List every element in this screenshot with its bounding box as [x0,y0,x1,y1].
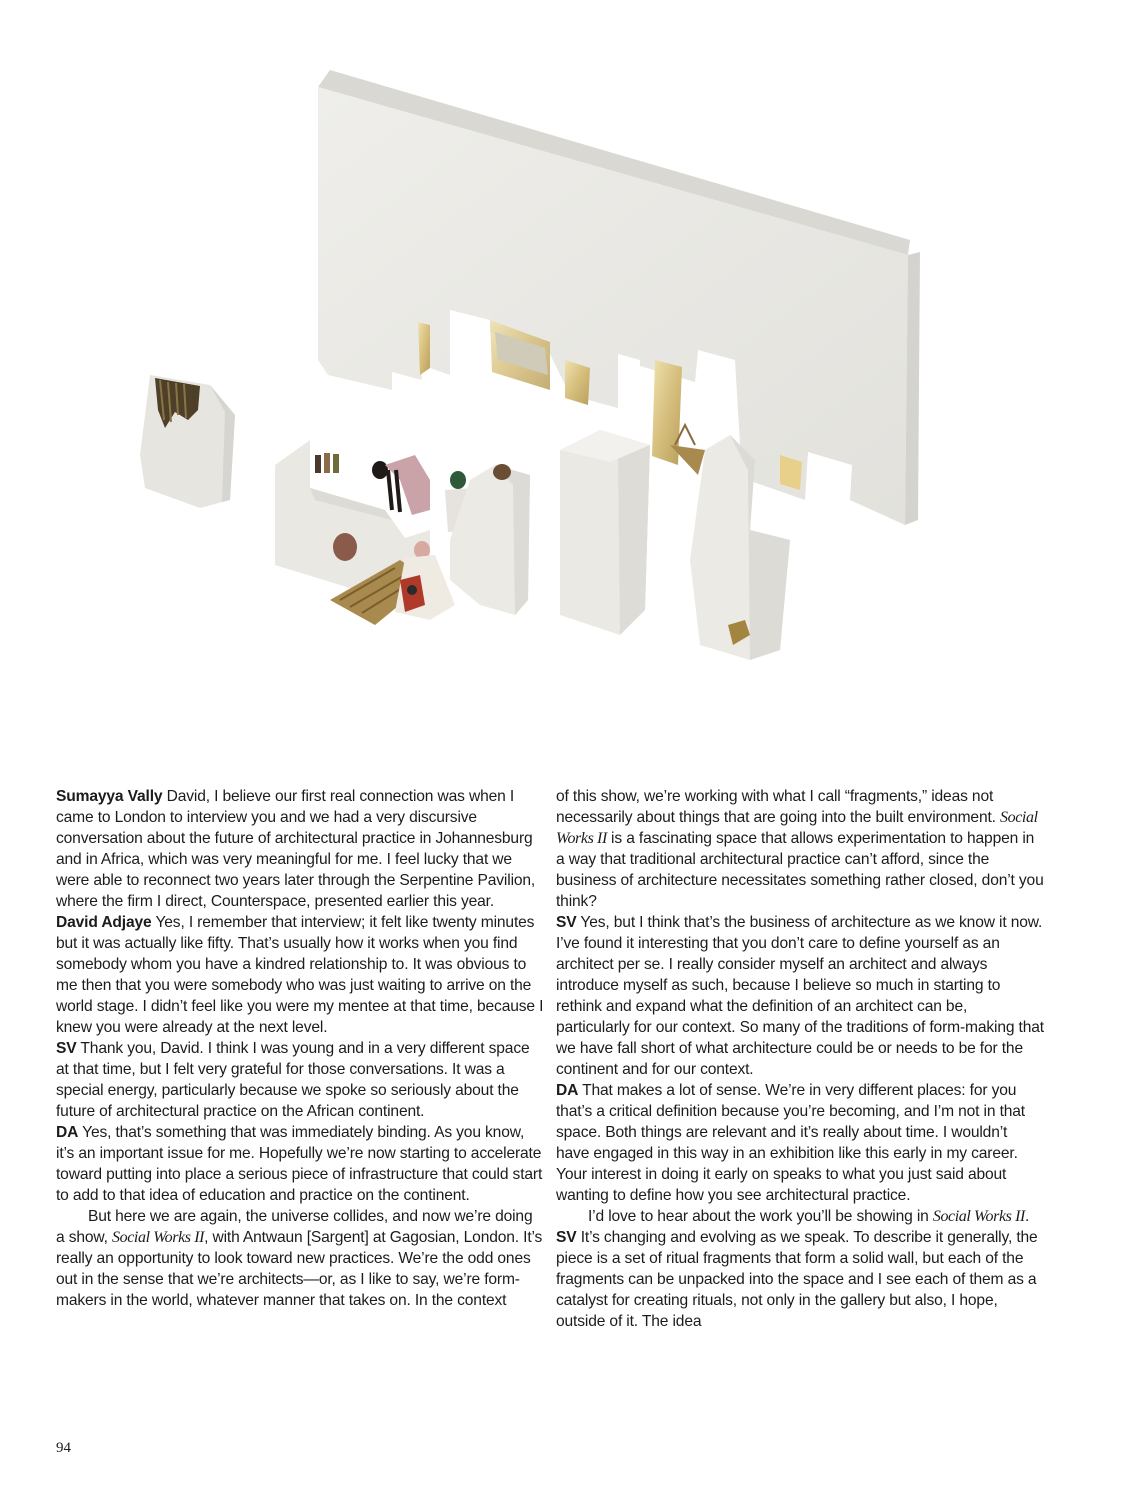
speaker-name: SV [556,1229,577,1246]
paragraph-text: Yes, but I think that’s the business of architecture as we know it now. I’ve found it interesting that you don’t care to define yourself as an architect per se. I really consider myself an architect and always introduce myself as such, because I believe so much in starting to rethink and expand what the definition of an architect can be, particularly for our context. So many of the traditions of form-making that we have fall short of what architecture could be or needs to be for the continent and for our context. [556,914,1044,1078]
bottle-icon [333,454,339,473]
interview-column-left [56,786,544,1311]
isometric-wall-fragments-illustration [130,60,930,660]
speaker-name: SV [556,914,577,931]
interview-paragraph [56,1122,544,1206]
exhibition-title: Social Works II [932,1208,1025,1225]
speaker-name: Sumayya Vally [56,788,163,805]
paragraph-text: . [1024,1208,1030,1225]
interview-paragraph [556,1080,1044,1206]
speaker-name: DA [56,1124,79,1141]
speaker-name: DA [556,1082,579,1099]
interview-paragraph [556,1206,1044,1227]
paragraph-text: It’s changing and evolving as we speak. To describe it generally, the piece is a set of ritual fragments that form a solid wall, but each of the fragments can be unpacked into the space and I see each of them as a catalyst for creating rituals, not only in the gallery but also, I hope, outside of it. The idea [556,1229,1038,1330]
paragraph-text: Thank you, David. I think I was young and in a very different space at that time, but I felt very grateful for those conversations. It was a special energy, particularly because we spoke so seriously about the future of architectural practice on the African continent. [56,1040,530,1120]
paragraph-text: David, I believe our first real connection was when I came to London to interview you and we had a very discursive conversation about the future of architectural practice in Johannesburg and in Africa, which was very meaningful for me. I feel lucky that we were able to reconnect two years later through the Serpentine Pavilion, where the firm I direct, Counterspace, presented earlier this year. [56,788,536,910]
speaker-name: David Adjaye [56,914,152,931]
left-fragment [140,375,235,508]
paragraph-text: Yes, I remember that interview; it felt like twenty minutes but it was actually like fifty. That’s usually how it works when you find somebody whom you have a kindred relationship to. It was obvious to me then that you were somebody who was just waiting to arrive on the world stage. I didn’t feel like you were my mentee at that time, because I knew you were already at the next level. [56,914,544,1036]
interview-paragraph [556,1227,1044,1332]
page-number: 94 [56,1440,71,1456]
paragraph-text: Yes, that’s something that was immediately binding. As you know, it’s an important issue for me. Hopefully we’re now starting to accelerate toward putting into place a serious piece of infrastructure that could start to add to that idea of education and practice on the continent. [56,1124,543,1204]
paragraph-text: I’d love to hear about the work you’ll be showing in [588,1208,933,1225]
exhibition-title: Social Works II [556,809,1038,847]
interview-paragraph [556,786,1044,912]
paragraph-text: That makes a lot of sense. We’re in very different places: for you that’s a critical definition because you’re becoming, and I’m not in that space. Both things are relevant and it’s really about time. I wouldn’t have engaged in this way in an exhibition like this early in my career. Your interest in doing it early on speaks to what you just said about wanting to define how you see architectural practice. [556,1082,1025,1204]
tall-block-fragment [560,430,650,635]
bottle-icon [324,453,330,473]
paragraph-text: is a fascinating space that allows experimentation to happen in a way that traditional architectural practice can’t afford, since the business of architecture necessitates something rather closed, don’t you think? [556,830,1044,910]
interview-paragraph [56,912,544,1038]
exhibition-title: Social Works II [112,1229,205,1246]
interview-paragraph [56,786,544,912]
paragraph-text: But here we are again, the universe collides, and now we’re doing a show, [56,1208,533,1246]
paragraph-text: , with Antwaun [Sargent] at Gagosian, London. It’s really an opportunity to look toward new practices. We’re the odd ones out in the sense that we’re architects—or, as I like to say, we’re form-makers in the world, whatever manner that takes on. In the context [56,1229,543,1309]
interview-paragraph [556,912,1044,1080]
interview-column-right [556,786,1044,1332]
paragraph-text: of this show, we’re working with what I call “fragments,” ideas not necessarily about things that are going into the built environment. [556,788,1001,826]
bottle-icon [315,455,321,473]
interview-paragraph [56,1206,544,1311]
interview-paragraph [56,1038,544,1122]
speaker-name: SV [56,1040,77,1057]
